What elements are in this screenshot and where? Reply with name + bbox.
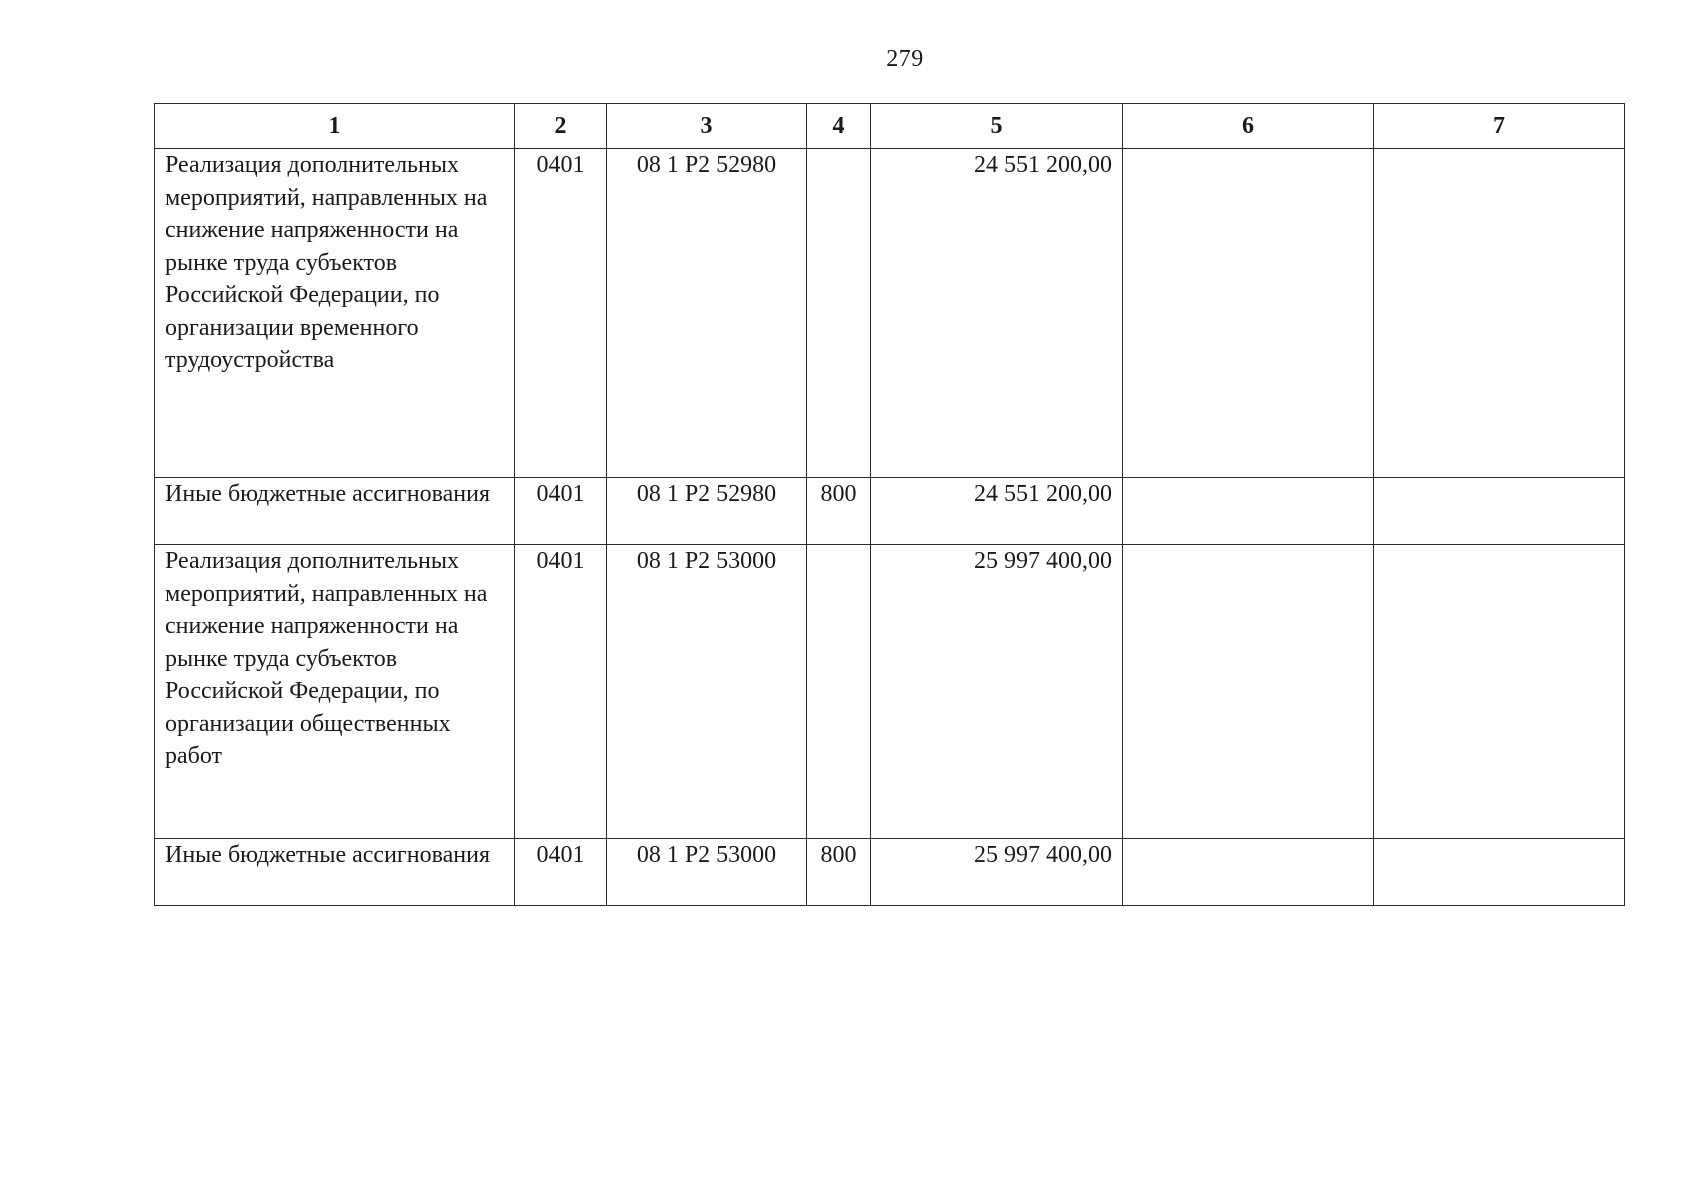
row-col7: [1374, 149, 1625, 478]
row-target-code: 08 1 Р2 52980: [607, 478, 807, 545]
row-target-code: 08 1 Р2 53000: [607, 839, 807, 906]
row-name: Реализация дополнительных мероприятий, направленных на снижение напряженности на рынке труда субъектов Российской Федерации, по организации временного трудоустройства: [155, 149, 515, 478]
row-name: Иные бюджетные ассигнования: [155, 839, 515, 906]
row-amount: 25 997 400,00: [871, 545, 1123, 839]
page-number: 279: [886, 46, 924, 72]
header-col-1: 1: [155, 104, 515, 149]
row-section-code: 0401: [515, 478, 607, 545]
row-expense-type: [807, 545, 871, 839]
row-col6: [1123, 545, 1374, 839]
row-col7: [1374, 545, 1625, 839]
row-expense-type: 800: [807, 839, 871, 906]
table-row: [155, 149, 1625, 478]
header-row: [155, 104, 1625, 149]
budget-table: [154, 103, 1625, 906]
table-row: [155, 839, 1625, 906]
row-section-code: 0401: [515, 545, 607, 839]
table-row: [155, 545, 1625, 839]
row-section-code: 0401: [515, 839, 607, 906]
row-col6: [1123, 478, 1374, 545]
row-amount: 24 551 200,00: [871, 149, 1123, 478]
row-col6: [1123, 839, 1374, 906]
table-row: [155, 478, 1625, 545]
row-target-code: 08 1 Р2 52980: [607, 149, 807, 478]
header-col-5: 5: [871, 104, 1123, 149]
header-col-2: 2: [515, 104, 607, 149]
header-col-7: 7: [1374, 104, 1625, 149]
row-col7: [1374, 839, 1625, 906]
header-col-6: 6: [1123, 104, 1374, 149]
row-expense-type: 800: [807, 478, 871, 545]
header-col-3: 3: [607, 104, 807, 149]
header-col-4: 4: [807, 104, 871, 149]
row-col7: [1374, 478, 1625, 545]
row-expense-type: [807, 149, 871, 478]
row-amount: 24 551 200,00: [871, 478, 1123, 545]
row-name: Реализация дополнительных мероприятий, направленных на снижение напряженности на рынке труда субъектов Российской Федерации, по организации общественных работ: [155, 545, 515, 839]
row-name: Иные бюджетные ассигнования: [155, 478, 515, 545]
row-amount: 25 997 400,00: [871, 839, 1123, 906]
row-target-code: 08 1 Р2 53000: [607, 545, 807, 839]
row-section-code: 0401: [515, 149, 607, 478]
row-col6: [1123, 149, 1374, 478]
